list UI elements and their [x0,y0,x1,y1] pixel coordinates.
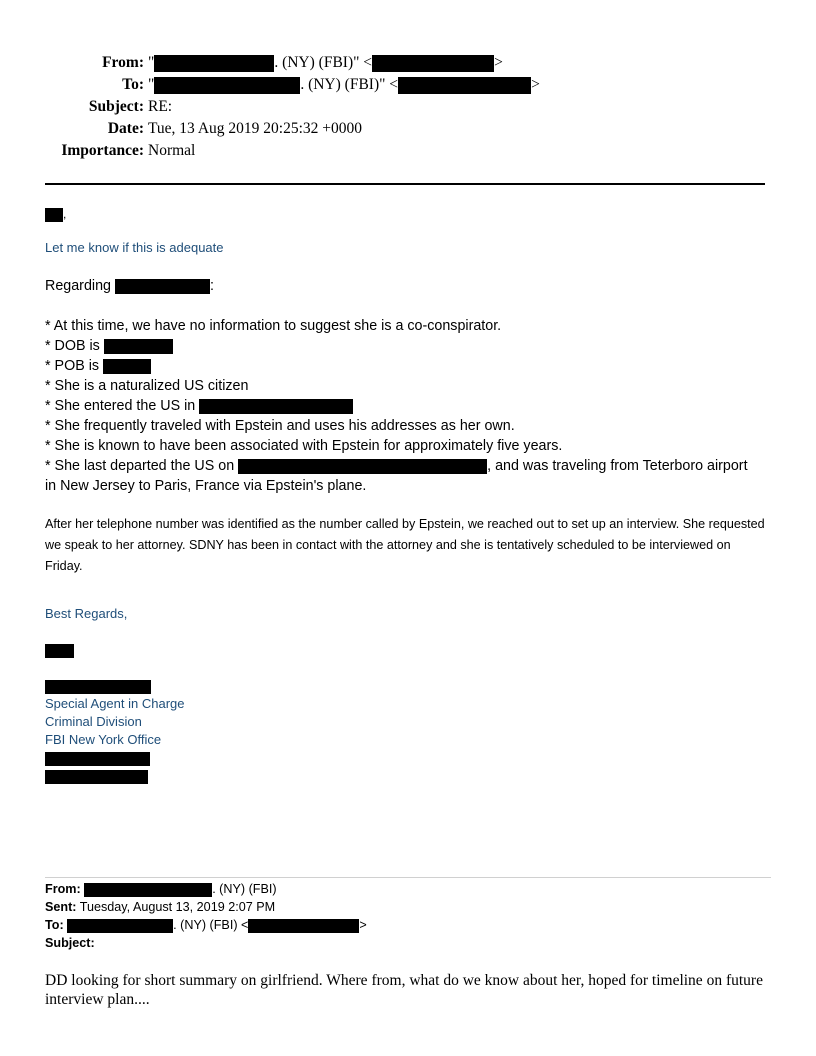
redaction-block [248,919,359,933]
from-suffix: . (NY) (FBI)" < [274,54,373,71]
regarding-suffix: : [209,278,214,294]
from-label: From: [102,54,144,71]
list-item-text: , and was traveling from Teterboro airport [487,458,748,474]
sender-initials [45,644,74,658]
redaction-block [45,208,63,222]
list-item: * At this time, we have no information to suggest she is a co-conspirator. [45,318,502,334]
to-label: To: [122,76,144,93]
redaction-block [67,919,173,933]
list-item: * She frequently traveled with Epstein and uses his addresses as her own. [45,418,515,434]
forwarded-from-label: From: [45,882,81,896]
redaction-block [238,459,487,474]
subject-value: RE: [148,98,173,115]
to-close: > [531,76,540,93]
from-value [148,53,503,73]
list-item [45,356,151,376]
forwarded-sent-row [45,898,275,916]
quote-mark: " [148,54,155,71]
forwarded-divider [45,877,771,878]
list-item [45,336,173,356]
to-value [148,75,540,95]
importance-label: Importance: [61,142,144,159]
redaction-block [45,644,74,658]
regarding-line [45,276,214,296]
list-item-text: * DOB is [45,338,100,354]
redaction-block [398,77,531,94]
list-item-continuation: in New Jersey to Paris, France via Epstein's plane. [45,478,367,494]
forwarded-subject-label: Subject: [45,936,95,950]
signature-office: FBI New York Office [45,732,162,747]
forwarded-to-row [45,916,367,934]
list-item [45,396,353,416]
forwarded-sent-label: Sent: [45,900,77,914]
forwarded-message: DD looking for short summary on girlfriend. Where from, what do we know about her, hoped for timeline on future interview plan.... [45,972,763,1008]
forwarded-subject-row [45,934,95,952]
importance-value: Normal [148,142,196,159]
redaction-block [45,770,148,784]
redaction-block [154,77,300,94]
list-item-text: * She entered the US in [45,398,196,414]
closing: Best Regards, [45,606,128,621]
signature-email [45,770,148,784]
signature-name [45,680,151,694]
signature-division: Criminal Division [45,714,142,729]
redaction-block [372,55,494,72]
forwarded-from-row [45,880,277,898]
to-suffix: . (NY) (FBI)" < [300,76,399,93]
subject-label: Subject: [88,98,144,115]
redaction-block [45,680,151,694]
from-close: > [494,54,503,71]
forwarded-sent-value: Tuesday, August 13, 2019 2:07 PM [79,900,276,914]
quote-mark: " [148,76,155,93]
redaction-block [104,339,173,354]
signature-phone [45,752,150,766]
greeting-suffix: , [63,207,67,221]
redaction-block [84,883,212,897]
summary-paragraph: After her telephone number was identified as the number called by Epstein, we reached out to set up an interview. She requested we speak to her attorney. SDNY has been in contact with the attorney and she is tentatively scheduled to be interviewed on Friday. [45,517,765,573]
redaction-block [199,399,353,414]
list-item-text: * POB is [45,358,100,374]
date-label: Date: [107,120,144,137]
forwarded-to-close: > [359,918,367,932]
redaction-block [103,359,151,374]
forwarded-to-suffix: . (NY) (FBI) < [173,918,249,932]
list-item-text: * She last departed the US on [45,458,235,474]
redaction-block [154,55,274,72]
forwarded-to-label: To: [45,918,64,932]
redaction-block [45,752,150,766]
list-item: * She is known to have been associated with Epstein for approximately five years. [45,438,563,454]
redaction-block [115,279,210,294]
list-item: * She is a naturalized US citizen [45,378,249,394]
intro-line: Let me know if this is adequate [45,240,224,255]
date-value: Tue, 13 Aug 2019 20:25:32 +0000 [148,120,362,137]
signature-title: Special Agent in Charge [45,696,185,711]
header-divider [45,183,765,185]
greeting [45,204,66,224]
list-item [45,456,748,476]
regarding-prefix: Regarding [45,278,111,294]
forwarded-from-suffix: . (NY) (FBI) [212,882,277,896]
